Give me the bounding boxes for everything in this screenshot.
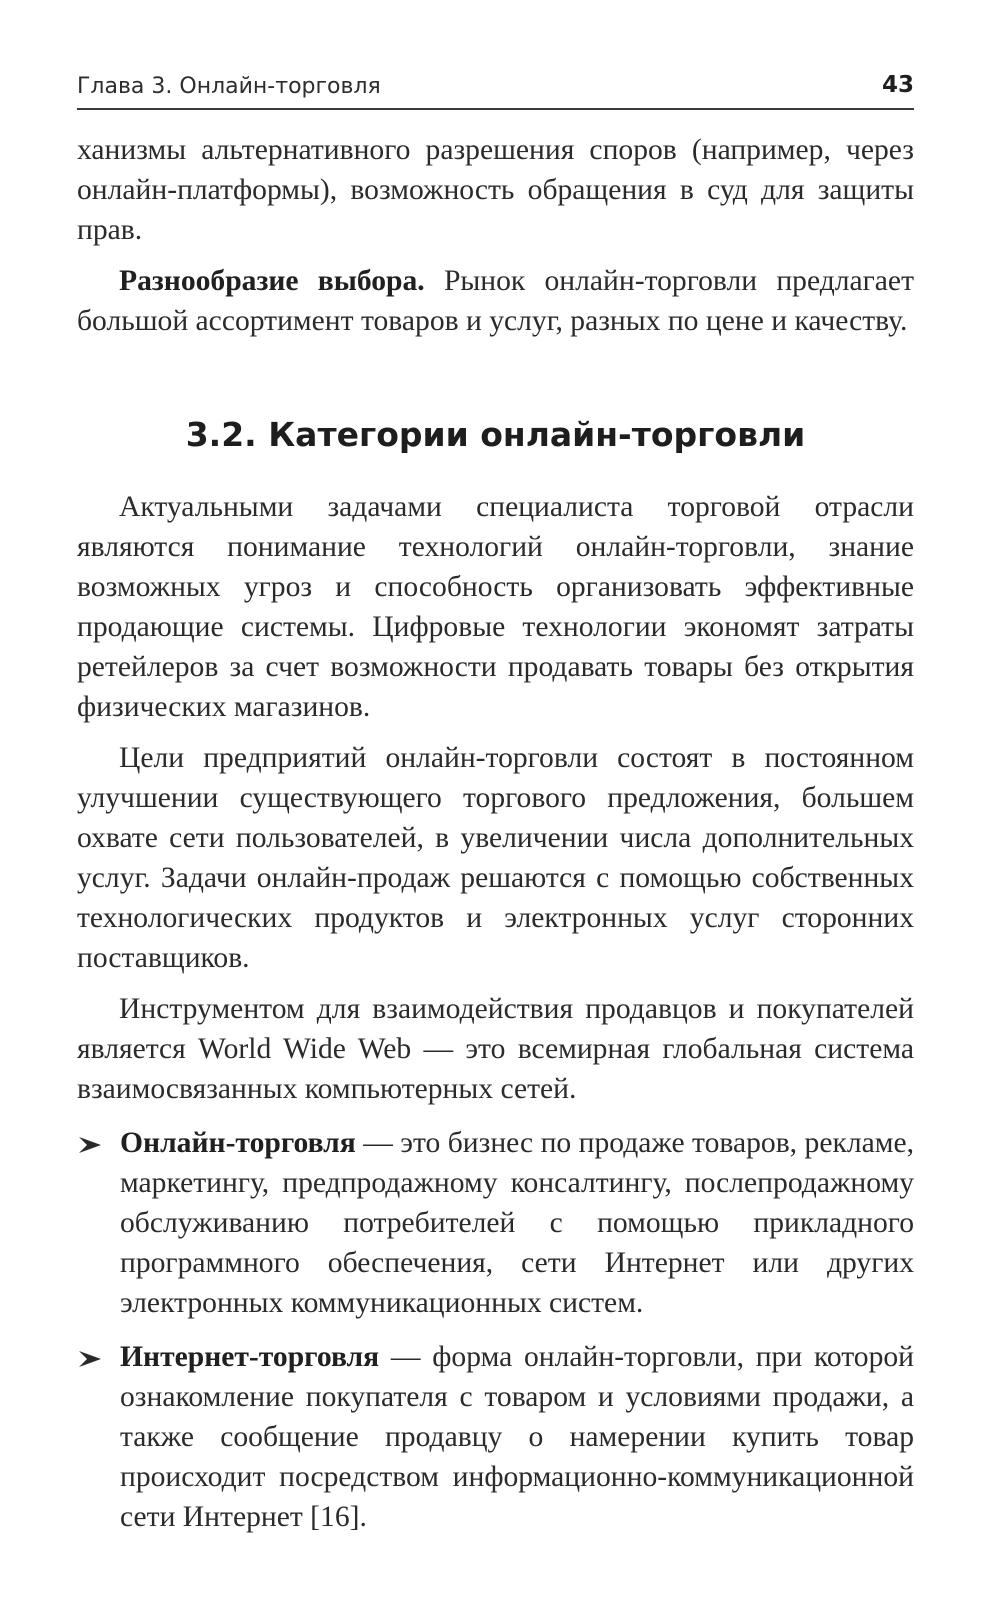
running-header <box>77 72 914 110</box>
definition-description: — форма онлайн-торговли, при которой ознакомление покупателя с товаром и условиями продажи, а также сообщение продавцу о намерении купить товар происходит посредством информационно-коммуникационной сети Интернет [16]. <box>120 1341 914 1533</box>
arrowhead-bullet-icon <box>77 1135 103 1155</box>
definition-text <box>120 1123 914 1323</box>
arrowhead-bullet-icon <box>77 1349 103 1369</box>
chapter-title: Глава 3. Онлайн-торговля <box>77 74 381 99</box>
continued-paragraph: ханизмы альтернативного разрешения споров (например, через онлайн-платформы), возможность обращения в суд для защиты прав. <box>77 134 914 246</box>
definition-item <box>77 1123 914 1323</box>
definition-list <box>77 1123 914 1537</box>
definition-term: Онлайн-торговля <box>120 1127 356 1159</box>
variety-paragraph <box>77 261 914 341</box>
variety-text: Рынок онлайн-торговли предлагает большой ассортимент товаров и услуг, разных по цене и качеству. <box>77 265 914 337</box>
variety-title: Разнообразие выбора. <box>119 265 425 297</box>
section-paragraph: Актуальными задачами специалиста торговой отрасли являются понимание технологий онлайн-торговли, знание возможных угроз и способность организовать эффективные продающие системы. Цифровые технологии экономят затраты ретейлеров за счет возможности продавать товары без открытия физических магазинов. <box>77 491 914 723</box>
definition-item <box>77 1337 914 1537</box>
definition-term: Интернет-торговля <box>120 1341 380 1373</box>
section-paragraph: Цели предприятий онлайн-торговли состоят в постоянном улучшении существующего торгового предложения, большем охвате сети пользователей, в увеличении числа дополнительных услуг. Задачи онлайн-продаж решаются с помощью собственных технологических продуктов и электронных услуг сторонних поставщиков. <box>77 742 914 974</box>
page-number: 43 <box>881 72 914 98</box>
definition-text <box>120 1337 914 1537</box>
section-title: 3.2. Категории онлайн-торговли <box>185 415 806 454</box>
page-body <box>77 130 914 1551</box>
section-paragraph: Инструментом для взаимодействия продавцов и покупателей является World Wide Web — это всемирная глобальная система взаимосвязанных компьютерных сетей. <box>77 993 914 1105</box>
definition-description: — это бизнес по продаже товаров, рекламе, маркетингу, предпродажному консалтингу, послепродажному обслуживанию потребителей с помощью прикладного программного обеспечения, сети Интернет или других электронных коммуникационных систем. <box>120 1127 914 1319</box>
